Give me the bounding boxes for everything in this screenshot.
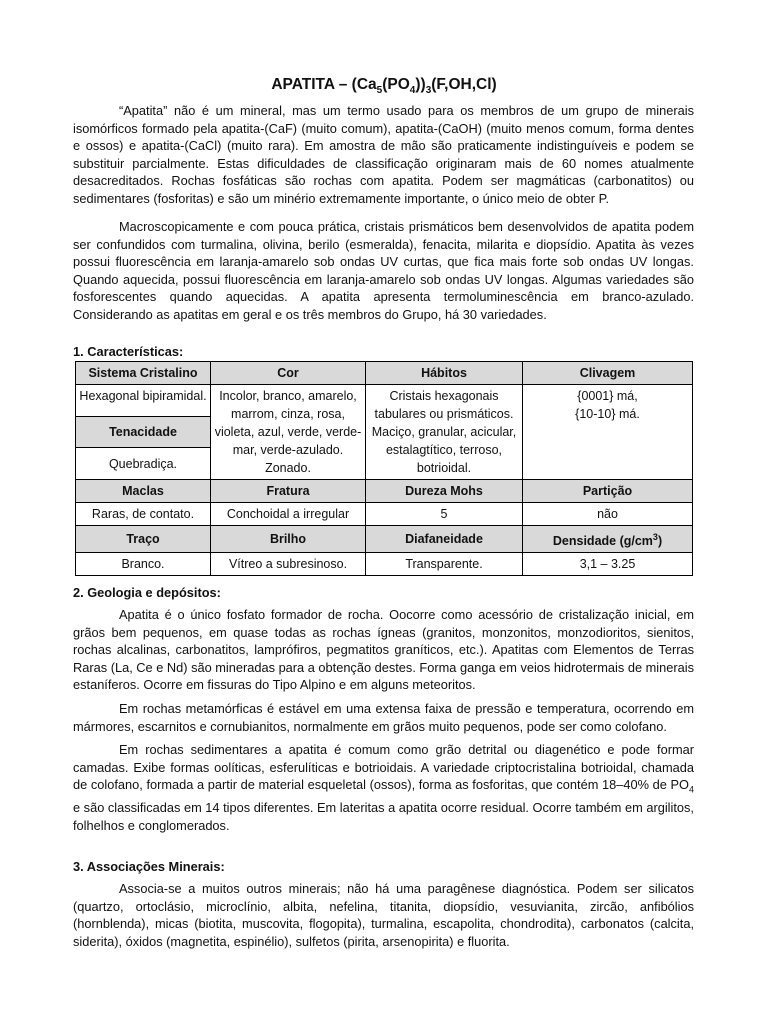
header-brilho: Brilho <box>211 526 366 553</box>
densidade-label-end: ) <box>657 534 663 549</box>
header-particao: Partição <box>523 480 693 503</box>
cell-maclas: Raras, de contato. <box>76 503 211 526</box>
cell-dureza: 5 <box>366 503 523 526</box>
paragraph-text: Associa-se a muitos outros minerais; não há uma paragênese diagnóstica. Podem ser silicatos (quartzo, ortoclásio, microclínio, albita, nefelina, titanita, diopsídio, vesuvianita, zircão, anfibólios (hornblenda), micas (biotita, muscovita, flogopita), turmalina, escapolita, chondrodita), carbonatos (calcita, siderita), óxidos (magnetita, espinélio), sulfetos (pirita, arsenopirita) e fluorita. <box>73 881 694 949</box>
cell-densidade: 3,1 – 3.25 <box>523 553 693 576</box>
paragraph-text: Apatita é o único fosfato formador de rocha. Oocorre como acessório de cristalização inicial, em grãos bem pequenos, em quase todas as rochas ígneas (granitos, monzonitos, monzodioritos, sienitos, rochas alcalinas, carbonatitos, lamprófiros, pegmatitos graníticos, etc.). Apatitas com Elementos de Terras Raras (La, Ce e Nd) são mineradas para a obtenção destes. Forma ganga em veios hidrotermais de minerais estaníferos. Ocorre em fissuras do Tipo Alpino e em alguns meteoritos. <box>73 607 694 692</box>
paragraph-subscript: 4 <box>688 784 694 795</box>
header-cor: Cor <box>211 362 366 385</box>
paragraph-text: Em rochas sedimentares a apatita é comum como grão detrital ou diagenético e pode formar camadas. Exibe formas oolíticas, esferulíticas e botrioidais. A variedade criptocristalina botrioidal, chamada de colofano, formada a partir de material esqueletal (ossos), forma as fosforitas, que contém 18–40% de PO <box>73 742 694 792</box>
cell-sistema-cristalino: Hexagonal bipiramidal. <box>76 385 211 417</box>
properties-table <box>75 361 693 576</box>
paragraph-text: Macroscopicamente e com pouca prática, cristais prismáticos bem desenvolvidos de apatita podem ser confundidos com turmalina, olivina, berilo (esmeralda), fenacita, milarita e diopsídio. Apatita às vezes possui fluorescência em laranja-amarelo sob ondas UV curtas, que fica mais forte sob ondas UV longas. Quando aquecida, possui fluorescência em laranja-amarelo sob ondas UV longas. Algumas variedades são fosforescentes quando aquecidas. A apatita apresenta termoluminescência em branco-azulado. Considerando as apatitas em geral e os três membros do Grupo, há 30 variedades. <box>73 219 694 322</box>
cell-habitos: Cristais hexagonais tabulares ou prismáticos. Maciço, granular, acicular, estalagtítico, terroso, botrioidal. <box>366 385 523 480</box>
title-text: APATITA – (Ca <box>271 76 377 93</box>
cell-tenacidade: Quebradiça. <box>76 448 211 480</box>
paragraph-text: “Apatita” não é um mineral, mas um termo usado para os membros de um grupo de minerais isomórficos formado pela apatita-(CaF) (muito comum), apatita-(CaOH) (muito menos comum, forma dentes e ossos) e apatita-(CaCl) (muito rara). Em amostra de mão são praticamente indistinguíveis e podem se substituir parcialmente. Estas dificuldades de classificação originaram mais de 60 nomes atualmente desacreditados. Rochas fosfáticas são rochas com apatita. Podem ser magmáticas (carbonatitos) ou sedimentares (fosforitas) e são um minério extremamente importante, o único meio de obter P. <box>73 103 694 206</box>
cell-particao: não <box>523 503 693 526</box>
cell-clivagem <box>523 385 693 480</box>
cell-diafaneidade: Transparente. <box>366 553 523 576</box>
intro-paragraph-1 <box>73 102 694 207</box>
clivagem-line: {10-10} má. <box>575 407 640 421</box>
cell-cor: Incolor, branco, amarelo, marrom, cinza, rosa, violeta, azul, verde, verde-mar, verde-azulado. Zonado. <box>211 385 366 480</box>
header-diafaneidade: Diafaneidade <box>366 526 523 553</box>
title-subscript: 4 <box>409 85 416 97</box>
header-dureza: Dureza Mohs <box>366 480 523 503</box>
header-densidade <box>523 526 693 553</box>
header-habitos: Hábitos <box>366 362 523 385</box>
header-fratura: Fratura <box>211 480 366 503</box>
section-2-heading: 2. Geologia e depósitos: <box>73 585 221 600</box>
section-1-heading: 1. Características: <box>73 344 184 359</box>
header-maclas: Maclas <box>76 480 211 503</box>
geology-paragraph-1 <box>73 606 694 694</box>
title-subscript: 3 <box>425 85 432 97</box>
clivagem-line: {0001} má, <box>577 389 638 403</box>
densidade-label: Densidade (g/cm <box>552 534 653 549</box>
cell-brilho: Vítreo a subresinoso. <box>211 553 366 576</box>
header-traco: Traço <box>76 526 211 553</box>
associations-paragraph <box>73 880 694 950</box>
cell-traco: Branco. <box>76 553 211 576</box>
section-3-heading: 3. Associações Minerais: <box>73 859 225 874</box>
paragraph-text: Em rochas metamórficas é estável em uma extensa faixa de pressão e temperatura, ocorrendo em mármores, escarnitos e cornubianitos, normalmente em grãos muito pequenos, pode ser como colofano. <box>73 701 694 734</box>
title-text: )) <box>415 76 426 93</box>
page-title <box>0 76 768 96</box>
title-subscript: 5 <box>376 85 383 97</box>
densidade-superscript: 3 <box>652 532 658 542</box>
header-tenacidade: Tenacidade <box>76 416 211 448</box>
title-text: (PO <box>382 76 410 93</box>
header-clivagem: Clivagem <box>523 362 693 385</box>
geology-paragraph-2 <box>73 700 694 735</box>
intro-paragraph-2 <box>73 218 694 323</box>
header-sistema-cristalino: Sistema Cristalino <box>76 362 211 385</box>
title-text: (F,OH,Cl) <box>431 76 497 93</box>
geology-paragraph-3 <box>73 741 694 834</box>
cell-fratura: Conchoidal a irregular <box>211 503 366 526</box>
paragraph-text: e são classificadas em 14 tipos diferentes. Em lateritas a apatita ocorre residual. Ocorre também em argilitos, folhelhos e conglomerados. <box>73 800 694 833</box>
